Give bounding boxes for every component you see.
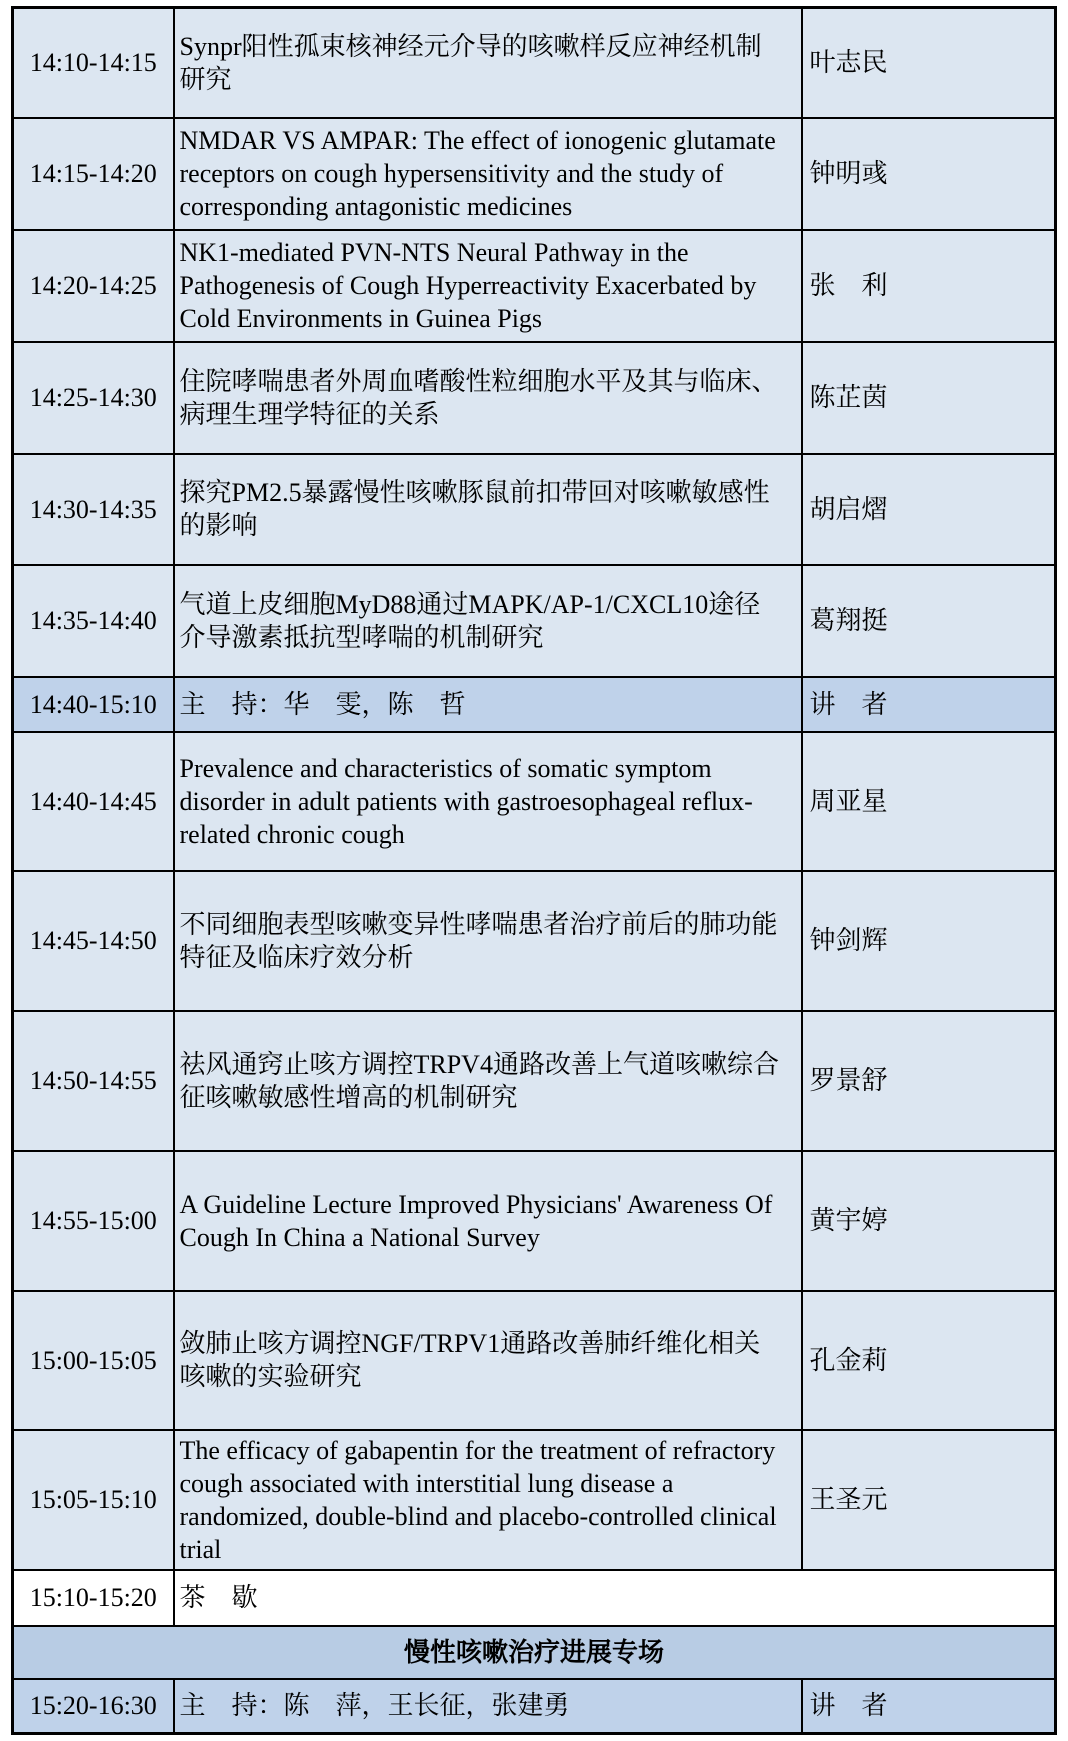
talk-title-line: 咳嗽的实验研究: [179, 1362, 362, 1391]
speaker-header-cell: 讲 者: [802, 677, 1056, 732]
speaker-cell: 王圣元: [802, 1430, 1056, 1570]
time-cell: 14:55-15:00: [13, 1151, 174, 1291]
schedule-row: [13, 732, 1056, 871]
time-cell: 14:35-14:40: [13, 565, 174, 677]
talk-title-line: Pathogenesis of Cough Hyperreactivity Exacerbated by: [179, 271, 757, 300]
talk-title-cell: [174, 1151, 802, 1291]
talk-title-line: cough associated with interstitial lung disease a: [179, 1468, 674, 1498]
talk-title-line: A Guideline Lecture Improved Physicians' Awareness Of: [179, 1189, 773, 1219]
talk-title-cell: [174, 230, 802, 342]
schedule-row: [13, 230, 1056, 342]
schedule-row: [13, 118, 1056, 230]
schedule-row: [13, 1011, 1056, 1151]
speaker-cell: 陈芷茵: [802, 342, 1056, 454]
talk-title-line: 探究PM2.5暴露慢性咳嗽豚鼠前扣带回对咳嗽敏感性: [179, 478, 770, 507]
speaker-cell: 周亚星: [802, 732, 1056, 871]
time-cell: 14:30-14:35: [13, 454, 174, 565]
talk-title-line: 征咳嗽敏感性增高的机制研究: [179, 1082, 518, 1112]
speaker-cell: 罗景舒: [802, 1011, 1056, 1151]
section-header-row: [13, 1626, 1056, 1679]
break-cell: 茶 歇: [174, 1570, 1056, 1626]
schedule-row: [13, 1430, 1056, 1570]
talk-title-line: 特征及临床疗效分析: [179, 942, 414, 972]
talk-title-cell: [174, 871, 802, 1011]
host-row: [13, 1679, 1056, 1734]
talk-title-line: related chronic cough: [179, 819, 405, 849]
time-cell: 14:50-14:55: [13, 1011, 174, 1151]
talk-title-line: 研究: [179, 64, 232, 94]
schedule-row: [13, 1151, 1056, 1291]
host-cell: 主 持：华 雯，陈 哲: [174, 677, 802, 732]
time-cell: 15:10-15:20: [13, 1570, 174, 1626]
talk-title-line: Cough In China a National Survey: [179, 1222, 540, 1252]
talk-title-line: 不同细胞表型咳嗽变异性哮喘患者治疗前后的肺功能: [179, 909, 778, 939]
schedule-row: [13, 454, 1056, 565]
speaker-cell: 胡启熠: [802, 454, 1056, 565]
talk-title-line: disorder in adult patients with gastroesophageal reflux-: [179, 786, 753, 816]
speaker-cell: 孔金莉: [802, 1291, 1056, 1430]
talk-title-line: 气道上皮细胞MyD88通过MAPK/AP-1/CXCL10途径: [179, 589, 761, 619]
talk-title-line: The efficacy of gabapentin for the treatment of refractory: [179, 1435, 776, 1465]
talk-title-line: NMDAR VS AMPAR: The effect of ionogenic glutamate: [179, 126, 776, 155]
talk-title-line: Prevalence and characteristics of somatic symptom: [179, 753, 712, 783]
talk-title-cell: [174, 342, 802, 454]
talk-title-cell: [174, 118, 802, 230]
speaker-cell: 叶志民: [802, 8, 1056, 118]
time-cell: 15:05-15:10: [13, 1430, 174, 1570]
talk-title-line: 介导激素抵抗型哮喘的机制研究: [179, 622, 544, 652]
speaker-cell: 葛翔挺: [802, 565, 1056, 677]
speaker-cell: 钟明彧: [802, 118, 1056, 230]
section-title: 慢性咳嗽治疗进展专场: [13, 1626, 1056, 1679]
talk-title-line: 病理生理学特征的关系: [179, 399, 440, 429]
time-cell: 14:10-14:15: [13, 8, 174, 118]
host-cell: 主 持：陈 萍，王长征，张建勇: [174, 1679, 802, 1734]
time-cell: 14:15-14:20: [13, 118, 174, 230]
talk-title-cell: [174, 732, 802, 871]
time-cell: 14:25-14:30: [13, 342, 174, 454]
time-cell: 15:20-16:30: [13, 1679, 174, 1734]
talk-title-cell: [174, 8, 802, 118]
talk-title-cell: [174, 1011, 802, 1151]
talk-title-line: 敛肺止咳方调控NGF/TRPV1通路改善肺纤维化相关: [179, 1329, 761, 1358]
break-row: [13, 1570, 1056, 1626]
schedule-row: [13, 342, 1056, 454]
time-cell: 14:40-14:45: [13, 732, 174, 871]
speaker-cell: 张 利: [802, 230, 1056, 342]
time-cell: 15:00-15:05: [13, 1291, 174, 1430]
talk-title-cell: [174, 1430, 802, 1570]
talk-title-line: Cold Environments in Guinea Pigs: [179, 304, 543, 333]
schedule-row: [13, 1291, 1056, 1430]
schedule-row: [13, 8, 1056, 118]
time-cell: 14:20-14:25: [13, 230, 174, 342]
talk-title-line: NK1-mediated PVN-NTS Neural Pathway in the: [179, 238, 689, 267]
schedule-table: [11, 6, 1057, 1735]
schedule-row: [13, 871, 1056, 1011]
time-cell: 14:45-14:50: [13, 871, 174, 1011]
speaker-cell: 钟剑辉: [802, 871, 1056, 1011]
talk-title-line: corresponding antagonistic medicines: [179, 192, 573, 221]
talk-title-line: trial: [179, 1534, 222, 1564]
talk-title-cell: [174, 454, 802, 565]
speaker-cell: 黄宇婷: [802, 1151, 1056, 1291]
schedule-row: [13, 565, 1056, 677]
talk-title-line: 住院哮喘患者外周血嗜酸性粒细胞水平及其与临床、: [179, 366, 778, 396]
talk-title-line: randomized, double-blind and placebo-controlled clinical: [179, 1501, 777, 1531]
talk-title-line: 的影响: [179, 511, 258, 540]
talk-title-cell: [174, 1291, 802, 1430]
time-cell: 14:40-15:10: [13, 677, 174, 732]
talk-title-line: 祛风通窍止咳方调控TRPV4通路改善上气道咳嗽综合: [179, 1049, 779, 1079]
talk-title-line: Synpr阳性孤束核神经元介导的咳嗽样反应神经机制: [179, 31, 762, 61]
talk-title-line: receptors on cough hypersensitivity and the study of: [179, 159, 724, 188]
talk-title-cell: [174, 565, 802, 677]
host-row: [13, 677, 1056, 732]
speaker-header-cell: 讲 者: [802, 1679, 1056, 1734]
